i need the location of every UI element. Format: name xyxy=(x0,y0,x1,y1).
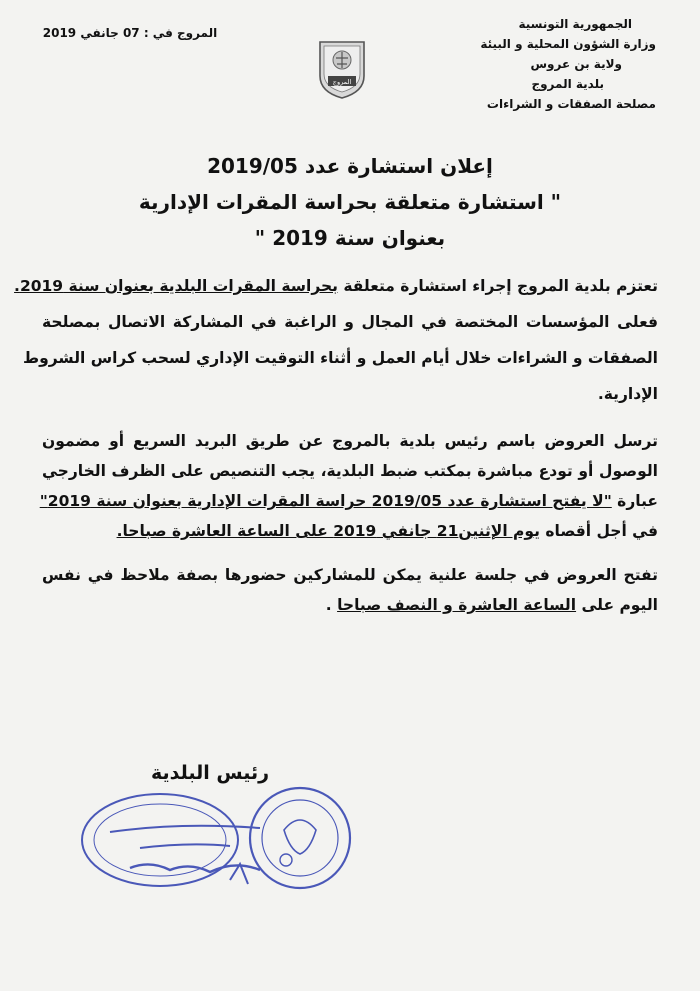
p2-line-3 xyxy=(39,486,658,516)
title-line-3: بعنوان سنة 2019 " xyxy=(254,226,446,250)
p1-line-2: فعلى المؤسسات المختصة في المجال و الراغبة في المشاركة الاتصال بمصلحة xyxy=(42,313,658,331)
announcement-title xyxy=(60,148,640,256)
date-line: المروج في : 07 جانفي 2019 xyxy=(42,26,218,40)
title-line-1: إعلان استشارة عدد 2019/05 xyxy=(207,154,493,178)
p2-l4-text: في أجل أقصاه xyxy=(539,522,658,540)
p2-l3-text: عبارة xyxy=(611,492,658,510)
p1-l1-text: تعتزم بلدية المروج إجراء استشارة متعلقة xyxy=(337,277,658,295)
announcement-body xyxy=(14,268,658,620)
title-line-2: " استشارة متعلقة بحراسة المقرات الإدارية xyxy=(138,190,562,214)
p3-l2-underlined: الساعة العاشرة و النصف صباحا xyxy=(337,596,577,614)
paragraph-3 xyxy=(42,560,658,620)
p1-l1-underlined: بحراسة المقرات البلدية بعنوان سنة 2019. xyxy=(14,277,338,295)
governorate-line: ولاية بن عروس xyxy=(530,57,622,71)
republic-line: الجمهورية التونسية xyxy=(518,17,632,31)
issuer-header xyxy=(440,14,660,114)
ministry-line: وزارة الشؤون المحلية و البيئة xyxy=(480,37,656,51)
p2-line-2: الوصول أو تودع مباشرة بمكتب ضبط البلدية، يجب التنصيص على الظرف الخارجي xyxy=(42,462,658,480)
municipality-line: بلدية المروج xyxy=(531,77,604,91)
official-stamp-icon xyxy=(70,780,370,900)
p3-l2-text: اليوم على xyxy=(576,596,658,614)
municipality-emblem-icon xyxy=(316,36,368,100)
p3-l2-end: . xyxy=(325,596,338,614)
p2-line-1: ترسل العروض باسم رئيس بلدية بالمروج عن طريق البريد السريع أو مضمون xyxy=(42,432,658,450)
paragraph-2 xyxy=(39,426,658,546)
p2-l3-underlined: "لا يفتح استشارة عدد 2019/05 حراسة المقرات الإدارية بعنوان سنة 2019" xyxy=(39,492,612,510)
p2-line-4 xyxy=(42,516,658,546)
service-line: مصلحة الصفقات و الشراءات xyxy=(486,97,656,111)
p1-line-1 xyxy=(14,268,658,304)
p1-line-4: الإدارية. xyxy=(597,385,658,403)
signature-title: رئيس البلدية xyxy=(150,762,270,784)
p3-line-1: تفتح العروض في جلسة علنية يمكن للمشاركين حضورها بصفة ملاحظ في نفس xyxy=(42,566,658,584)
p1-line-3: الصفقات و الشراءات خلال أيام العمل و أثناء التوقيت الإداري لسحب كراس الشروط xyxy=(23,349,658,367)
p3-line-2 xyxy=(42,590,658,620)
paragraph-1 xyxy=(14,268,658,412)
p2-l4-underlined: يوم الإثنين21 جانفي 2019 على الساعة العاشرة صباحا. xyxy=(116,522,540,540)
emblem-caption: المروج xyxy=(332,78,352,86)
